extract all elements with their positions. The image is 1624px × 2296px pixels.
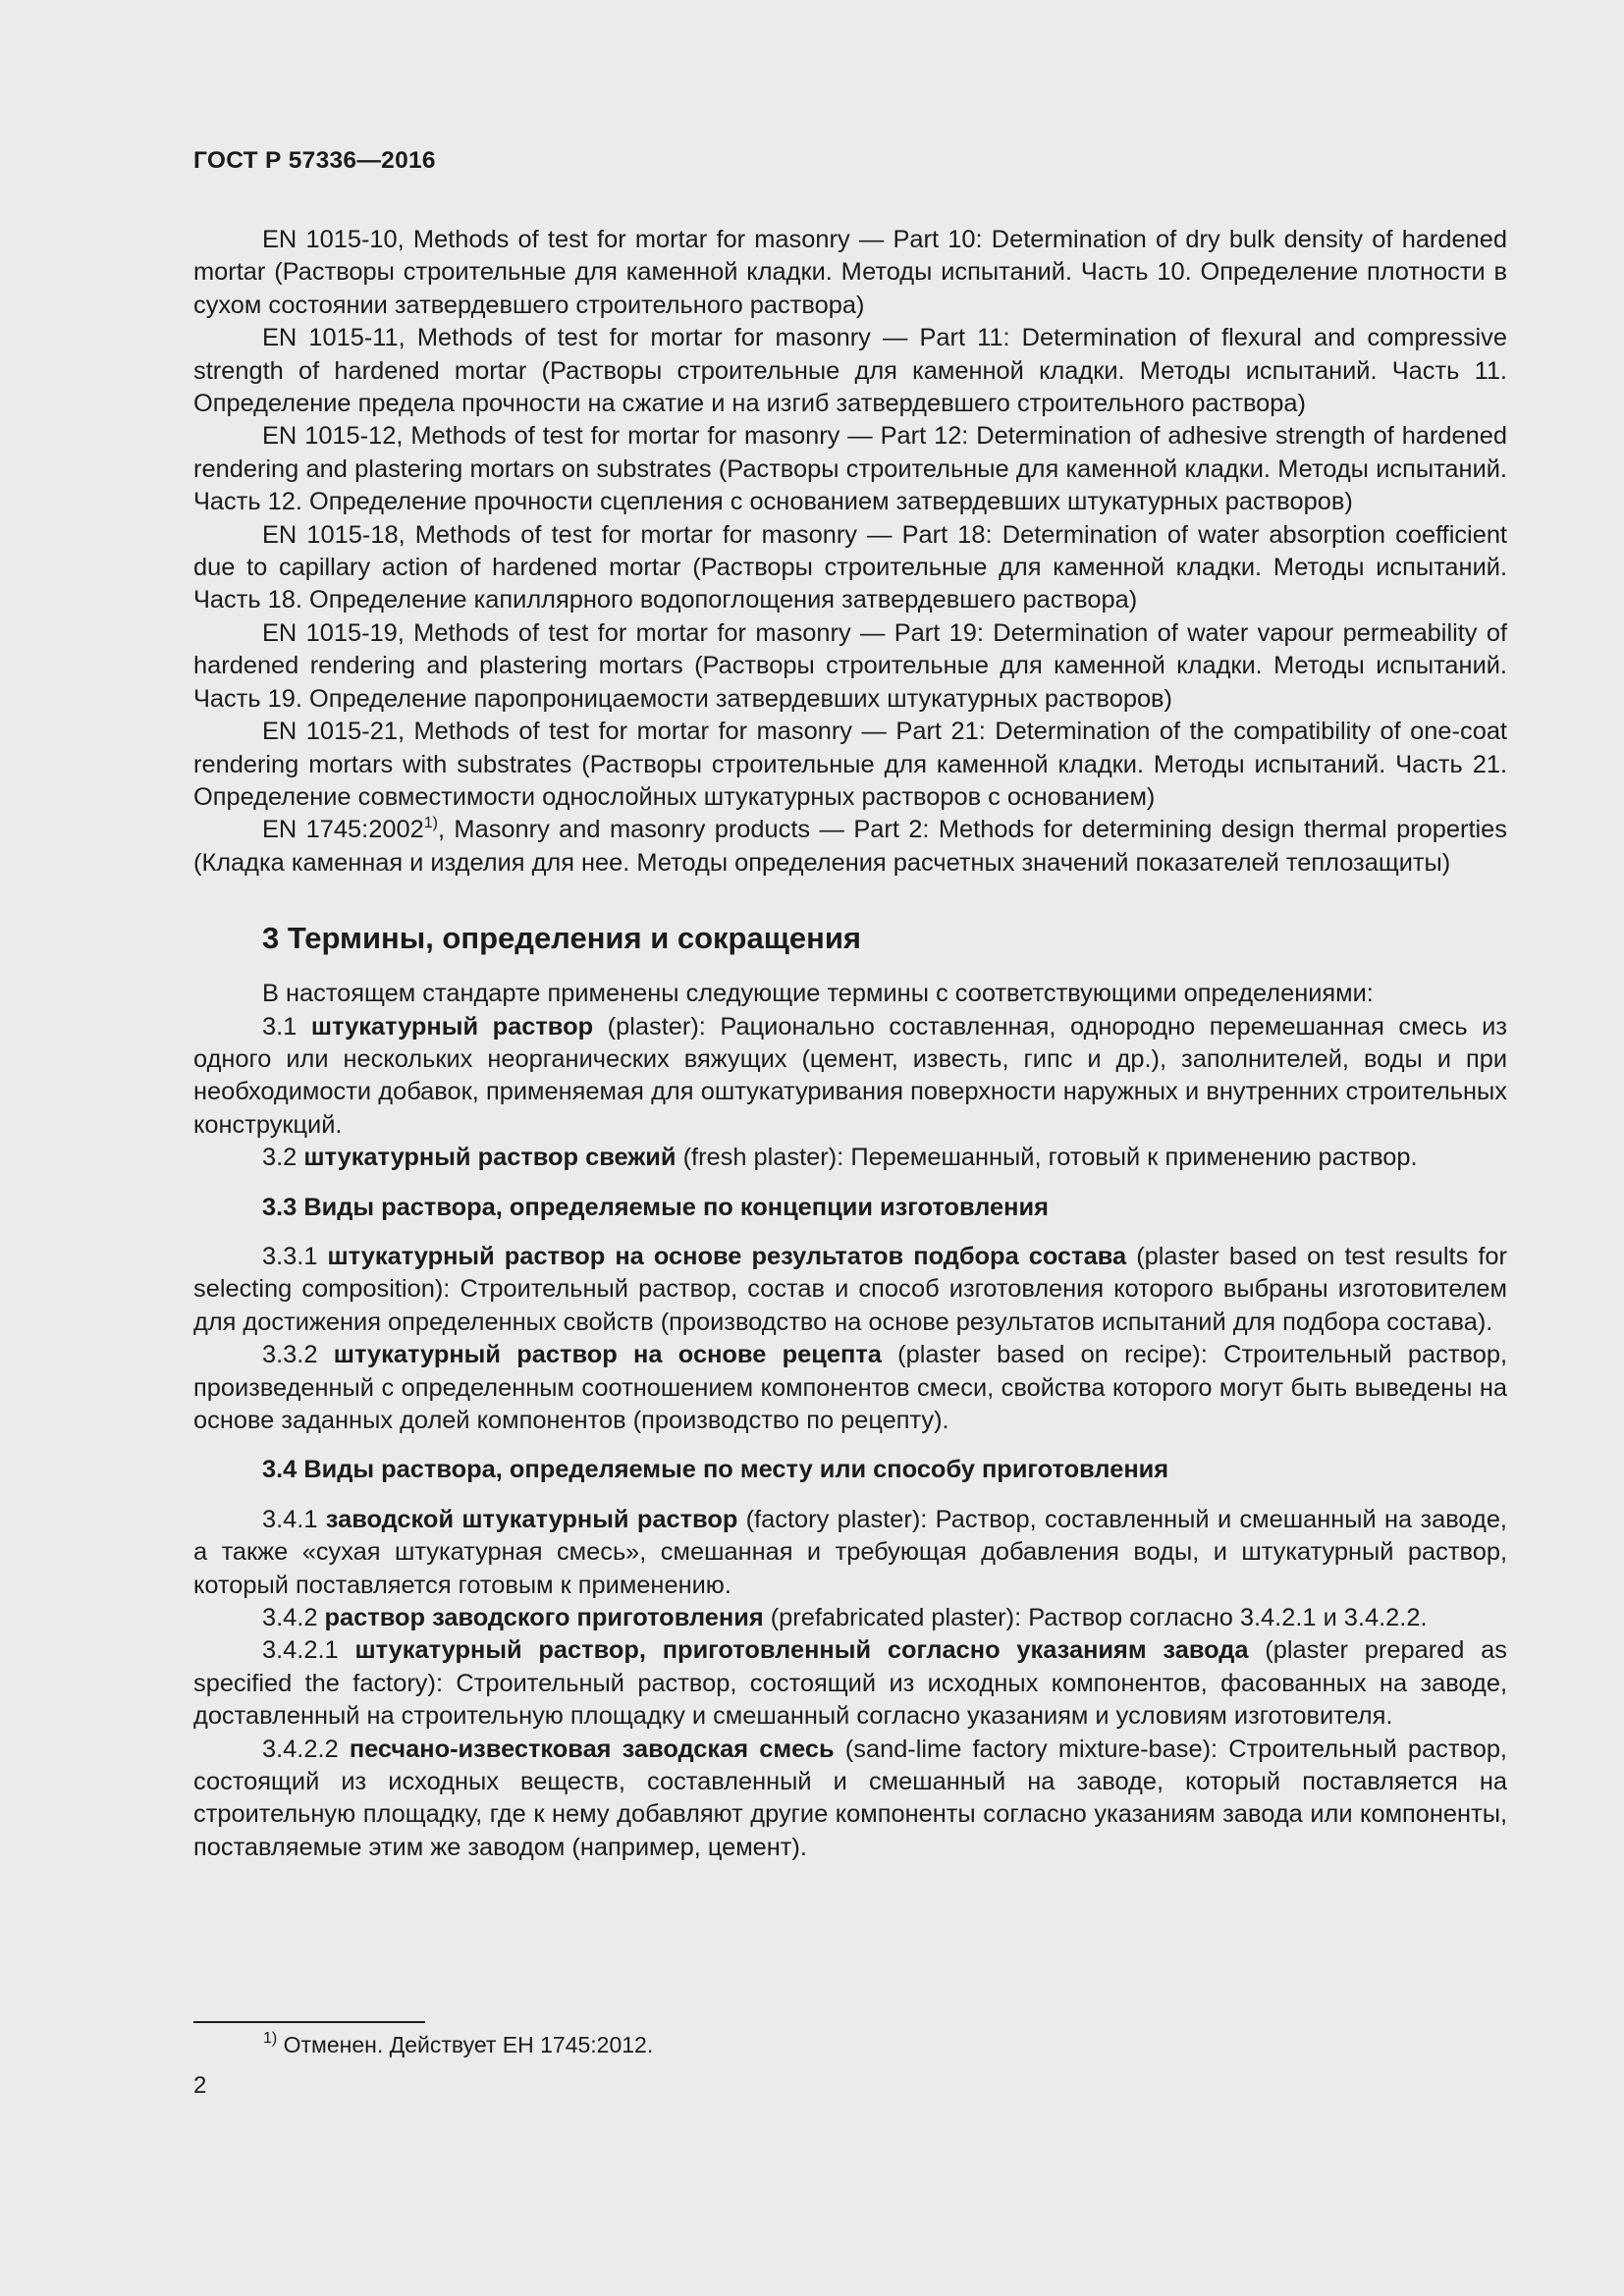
document-body — [193, 224, 1507, 1864]
term-number: 3.3.1 — [262, 1242, 328, 1270]
term-number: 3.4.2 — [262, 1604, 325, 1632]
section-3-intro: В настоящем стандарте применены следующие термины с соответствующими определениями: — [262, 980, 1374, 1008]
term-name: штукатурный раствор — [310, 1012, 594, 1041]
footnote-text: Отменен. Действует ЕН 1745:2012. — [277, 2032, 654, 2057]
term-name: штукатурный раствор свежий — [303, 1144, 677, 1172]
reference-en-1015-18: EN 1015-18, Methods of test for mortar for masonry — Part 18: Determination of water absorption coefficient due to capillary action of hardened mortar (Растворы строительные для каменной кладки. Методы испытаний. Часть 18. Определение капиллярного водопоглощения затвердевшего раствора) — [193, 520, 1507, 614]
reference-en-1015-10: EN 1015-10, Methods of test for mortar for masonry — Part 10: Determination of dry bulk density of hardened mortar (Растворы строительные для каменной кладки. Методы испытаний. Часть 10. Определение плотности в сухом состоянии затвердевшего строительного раствора) — [193, 226, 1507, 319]
reference-en-1015-21: EN 1015-21, Methods of test for mortar for masonry — Part 21: Determination of the compatibility of one-coat rendering mortars with substrates (Растворы строительные для каменной кладки. Методы испытаний. Часть 21. Определение совместимости однослойных штукатурных растворов с основанием) — [193, 718, 1507, 811]
term-3-4-2 — [193, 1602, 1507, 1634]
term-definition: (plaster prepared as specified the factory): Строительный раствор, состоящий из исходных компонентов, фасованных на заводе, доставленный на строительную площадку и смешанный согласно указаниям и условиям изготовителя. — [193, 1636, 1507, 1731]
term-definition: (sand-lime factory mixture-base): Строительный раствор, состоящий из исходных веществ, составленный и смешанный на заводе, который поставляется на строительную площадку, где к нему добавляют другие компоненты согласно указаниям завода или компоненты, поставляемые этим же заводом (например, цемент). — [193, 1735, 1507, 1861]
term-definition: (plaster based on test results for selecting composition): Строительный раствор, состав и способ изготовления которого выбраны изготовителем для достижения определенных свойств (производство на основе результатов испытаний для подбора состава). — [193, 1242, 1507, 1336]
term-definition: (fresh plaster): Перемешанный, готовый к применению раствор. — [676, 1144, 1418, 1172]
subsection-3-4-heading: 3.4 Виды раствора, определяемые по месту или способу приготовления — [262, 1456, 1169, 1484]
footnote-mark: 1) — [263, 2030, 278, 2047]
term-number: 3.4.1 — [262, 1505, 326, 1533]
term-name: штукатурный раствор на основе рецепта — [333, 1341, 882, 1369]
footnote — [263, 2030, 653, 2059]
term-definition: (prefabricated plaster): Раствор согласно 3.4.2.1 и 3.4.2.2. — [763, 1604, 1428, 1632]
term-3-2 — [193, 1142, 1507, 1174]
reference-en-1745-rest: , Masonry and masonry products — Part 2: Methods for determining design thermal properties (Кладка каменная и изделия для нее. Методы определения расчетных значений показателей теплозащиты) — [193, 816, 1508, 877]
term-name: песчано-известковая заводская смесь — [349, 1735, 835, 1763]
term-3-4-1 — [193, 1504, 1507, 1602]
term-3-3-2 — [193, 1339, 1507, 1437]
term-3-3-1 — [193, 1241, 1507, 1339]
subsection-3-3-heading: 3.3 Виды раствора, определяемые по концепции изготовления — [262, 1193, 1049, 1221]
term-definition: (plaster): Рационально составленная, однородно перемешанная смесь из одного или нескольких неорганических вяжущих (цемент, известь, гипс и др.), заполнителей, воды и при необходимости добавок, применяемая для оштукатуривания поверхности наружных и внутренних строительных конструкций. — [193, 1012, 1508, 1139]
term-3-4-2-2 — [193, 1734, 1507, 1865]
term-name: заводской штукатурный раствор — [325, 1505, 738, 1533]
term-3-4-2-1 — [193, 1634, 1507, 1733]
section-3-heading: 3 Термины, определения и сокращения — [262, 921, 861, 956]
term-number: 3.2 — [262, 1144, 304, 1172]
term-name: раствор заводского приготовления — [324, 1604, 764, 1632]
footnote-separator — [193, 2021, 425, 2023]
term-3-1 — [193, 1011, 1507, 1143]
term-definition: (plaster based on recipe): Строительный раствор, произведенный с определенным соотношением компонентов смеси, свойства которого могут быть выведены на основе заданных долей компонентов (производство по рецепту). — [193, 1341, 1507, 1434]
footnote-marker: 1) — [423, 815, 438, 832]
term-number: 3.3.2 — [262, 1341, 334, 1369]
document-header: ГОСТ Р 57336—2016 — [193, 147, 436, 174]
reference-en-1015-12: EN 1015-12, Methods of test for mortar for masonry — Part 12: Determination of adhesive strength of hardened rendering and plastering mortars on substrates (Растворы строительные для каменной кладки. Методы испытаний. Часть 12. Определение прочности сцепления с основанием затвердевших штукатурных растворов) — [193, 422, 1507, 516]
reference-en-1745-lead: EN 1745:2002 — [262, 816, 424, 844]
reference-en-1745 — [193, 814, 1507, 880]
term-number: 3.4.2.2 — [262, 1735, 350, 1763]
term-name: штукатурный раствор на основе результатов подбора состава — [327, 1242, 1127, 1270]
reference-en-1015-19: EN 1015-19, Methods of test for mortar for masonry — Part 19: Determination of water vapour permeability of hardened rendering and plastering mortars (Растворы строительные для каменной кладки. Методы испытаний. Часть 19. Определение паропроницаемости затвердевших штукатурных растворов) — [193, 618, 1507, 713]
reference-en-1015-11: EN 1015-11, Methods of test for mortar for masonry — Part 11: Determination of flexural and compressive strength of hardened mortar (Растворы строительные для каменной кладки. Методы испытаний. Часть 11. Определение предела прочности на сжатие и на изгиб затвердевшего строительного раствора) — [193, 324, 1507, 418]
page-number: 2 — [193, 2072, 207, 2099]
term-definition: (factory plaster): Раствор, составленный и смешанный на заводе, а также «сухая штукатурная смесь», смешанная и требующая добавления воды, и штукатурный раствор, который поставляется готовым к применению. — [193, 1505, 1507, 1599]
term-number: 3.4.2.1 — [262, 1636, 355, 1665]
term-name: штукатурный раствор, приготовленный согласно указаниям завода — [354, 1636, 1249, 1665]
term-number: 3.1 — [262, 1012, 311, 1041]
